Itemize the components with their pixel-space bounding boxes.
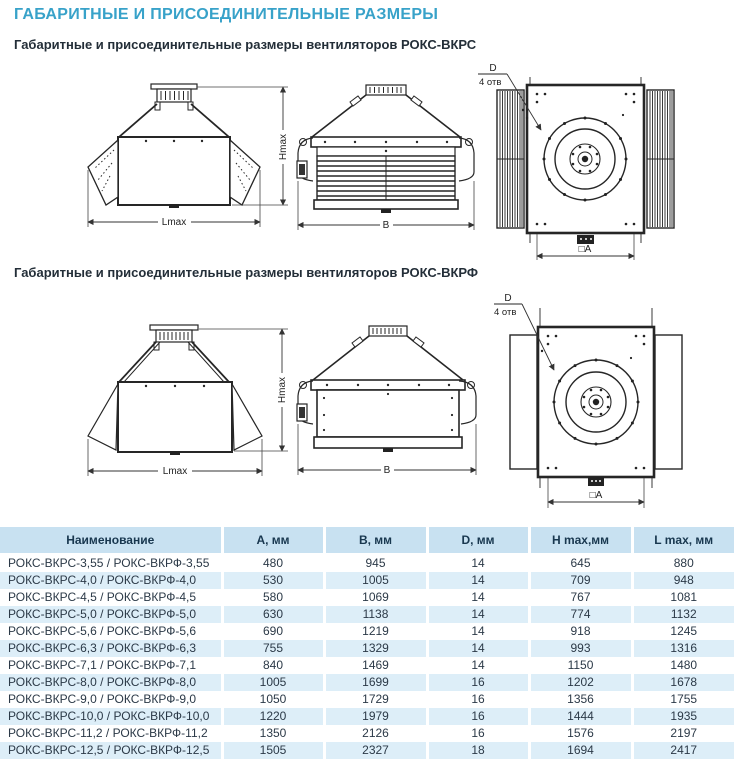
- dim-label-hmax: Hmax: [277, 376, 288, 404]
- dimension-value-cell: 774: [529, 606, 632, 623]
- dim-label-lmax: Lmax: [162, 466, 188, 477]
- fan-model-cell: РОКС-ВКРС-11,2 / РОКС-ВКРФ-11,2: [8, 726, 208, 740]
- fan-model-cell: РОКС-ВКРС-4,5 / РОКС-ВКРФ-4,5: [8, 590, 197, 604]
- dimension-value-cell: 993: [529, 640, 632, 657]
- table-row: [0, 691, 734, 708]
- dimension-value-cell: 1245: [632, 623, 734, 640]
- table-row: [0, 554, 734, 572]
- dimension-value-cell: 1005: [222, 674, 324, 691]
- fan-model-cell: РОКС-ВКРС-3,55 / РОКС-ВКРФ-3,55: [8, 556, 210, 570]
- vkrs-drawings: [0, 60, 734, 260]
- dimension-value-cell: 1356: [529, 691, 632, 708]
- vkrf-front-view: [88, 325, 288, 477]
- table-row: [0, 572, 734, 589]
- dimension-value-cell: 945: [324, 554, 427, 572]
- vkrf-top-view: [494, 293, 682, 508]
- dimensions-table: [0, 527, 734, 759]
- vkrf-drawings: [0, 288, 734, 527]
- dimension-value-cell: 767: [529, 589, 632, 606]
- dimension-value-cell: 1979: [324, 708, 427, 725]
- table-row: [0, 657, 734, 674]
- dimension-value-cell: 16: [427, 691, 529, 708]
- dim-label-b: B: [383, 465, 391, 476]
- dimension-value-cell: 1444: [529, 708, 632, 725]
- dimension-value-cell: 2126: [324, 725, 427, 742]
- dim-label-hmax: Hmax: [278, 133, 289, 161]
- dimension-value-cell: 1316: [632, 640, 734, 657]
- dimension-value-cell: 880: [632, 554, 734, 572]
- table-row: [0, 589, 734, 606]
- dimension-value-cell: 1220: [222, 708, 324, 725]
- header-b-mm: B, мм: [324, 527, 427, 554]
- header-name: Наименование: [0, 527, 222, 554]
- dimension-value-cell: 645: [529, 554, 632, 572]
- dimension-value-cell: 948: [632, 572, 734, 589]
- fan-model-cell: РОКС-ВКРС-5,6 / РОКС-ВКРФ-5,6: [8, 624, 197, 638]
- dimensions-table-body: [0, 554, 734, 759]
- dimension-value-cell: 1005: [324, 572, 427, 589]
- dimension-value-cell: 1469: [324, 657, 427, 674]
- table-row: [0, 742, 734, 759]
- dimension-value-cell: 630: [222, 606, 324, 623]
- hole-count-label: 4 отв: [494, 307, 517, 318]
- dimension-value-cell: 14: [427, 657, 529, 674]
- vkrf-side-view: [297, 326, 476, 476]
- dimension-value-cell: 2417: [632, 742, 734, 759]
- table-row: [0, 623, 734, 640]
- dim-label-b: B: [382, 220, 390, 231]
- dimension-value-cell: 1699: [324, 674, 427, 691]
- dimension-value-cell: 1069: [324, 589, 427, 606]
- table-row: [0, 708, 734, 725]
- hole-count-label: 4 отв: [479, 77, 502, 88]
- table-row: [0, 725, 734, 742]
- dim-label-lmax: Lmax: [161, 217, 187, 228]
- dimension-value-cell: 1480: [632, 657, 734, 674]
- dimension-value-cell: 1678: [632, 674, 734, 691]
- dimension-value-cell: 14: [427, 572, 529, 589]
- dimension-value-cell: 1081: [632, 589, 734, 606]
- header-a-mm: A, мм: [222, 527, 324, 554]
- dimension-value-cell: 1219: [324, 623, 427, 640]
- dimension-value-cell: 690: [222, 623, 324, 640]
- dimension-value-cell: 1350: [222, 725, 324, 742]
- dim-label-square-a: □A: [578, 244, 592, 255]
- dimension-value-cell: 1329: [324, 640, 427, 657]
- dimension-value-cell: 1694: [529, 742, 632, 759]
- vkrs-front-view: [88, 84, 289, 228]
- header-d-mm: D, мм: [427, 527, 529, 554]
- dimension-value-cell: 14: [427, 640, 529, 657]
- dim-label-square-a: □A: [589, 490, 603, 501]
- hole-diameter-label: D: [489, 63, 497, 74]
- section-vkrs-title: Габаритные и присоединительные размеры вентиляторов РОКС-ВКРС: [14, 37, 477, 52]
- table-row: [0, 640, 734, 657]
- dimension-value-cell: 16: [427, 674, 529, 691]
- dimension-value-cell: 1132: [632, 606, 734, 623]
- fan-model-cell: РОКС-ВКРС-7,1 / РОКС-ВКРФ-7,1: [8, 658, 197, 672]
- dimension-value-cell: 1150: [529, 657, 632, 674]
- header-lmax-mm: L max, мм: [632, 527, 734, 554]
- table-header-row: [0, 527, 734, 554]
- page-title: ГАБАРИТНЫЕ И ПРИСОЕДИНИТЕЛЬНЫЕ РАЗМЕРЫ: [14, 6, 439, 23]
- dimension-value-cell: 16: [427, 725, 529, 742]
- fan-model-cell: РОКС-ВКРС-5,0 / РОКС-ВКРФ-5,0: [8, 607, 197, 621]
- dimension-value-cell: 709: [529, 572, 632, 589]
- dimension-value-cell: 2197: [632, 725, 734, 742]
- dimension-value-cell: 16: [427, 708, 529, 725]
- dimension-value-cell: 1729: [324, 691, 427, 708]
- dimension-value-cell: 1576: [529, 725, 632, 742]
- dimension-value-cell: 580: [222, 589, 324, 606]
- dimension-value-cell: 755: [222, 640, 324, 657]
- dimension-value-cell: 1050: [222, 691, 324, 708]
- dimension-value-cell: 14: [427, 589, 529, 606]
- header-hmax-mm: H max,мм: [529, 527, 632, 554]
- fan-model-cell: РОКС-ВКРС-8,0 / РОКС-ВКРФ-8,0: [8, 675, 197, 689]
- table-row: [0, 606, 734, 623]
- dimension-value-cell: 2327: [324, 742, 427, 759]
- fan-model-cell: РОКС-ВКРС-12,5 / РОКС-ВКРФ-12,5: [8, 743, 210, 757]
- dimension-value-cell: 1505: [222, 742, 324, 759]
- dimension-value-cell: 1755: [632, 691, 734, 708]
- hole-diameter-label: D: [504, 293, 512, 304]
- fan-model-cell: РОКС-ВКРС-10,0 / РОКС-ВКРФ-10,0: [8, 709, 210, 723]
- dimension-value-cell: 840: [222, 657, 324, 674]
- fan-model-cell: РОКС-ВКРС-6,3 / РОКС-ВКРФ-6,3: [8, 641, 197, 655]
- vkrs-side-view: [297, 85, 474, 231]
- dimension-value-cell: 918: [529, 623, 632, 640]
- vkrs-top-view: [478, 63, 674, 260]
- dimension-value-cell: 1202: [529, 674, 632, 691]
- fan-model-cell: РОКС-ВКРС-4,0 / РОКС-ВКРФ-4,0: [8, 573, 197, 587]
- dimension-value-cell: 1935: [632, 708, 734, 725]
- dimension-value-cell: 480: [222, 554, 324, 572]
- fan-model-cell: РОКС-ВКРС-9,0 / РОКС-ВКРФ-9,0: [8, 692, 197, 706]
- table-row: [0, 674, 734, 691]
- section-vkrf-title: Габаритные и присоединительные размеры вентиляторов РОКС-ВКРФ: [14, 265, 479, 280]
- dimension-value-cell: 530: [222, 572, 324, 589]
- dimension-value-cell: 14: [427, 623, 529, 640]
- dimension-value-cell: 1138: [324, 606, 427, 623]
- dimension-value-cell: 14: [427, 554, 529, 572]
- dimension-value-cell: 14: [427, 606, 529, 623]
- dimension-value-cell: 18: [427, 742, 529, 759]
